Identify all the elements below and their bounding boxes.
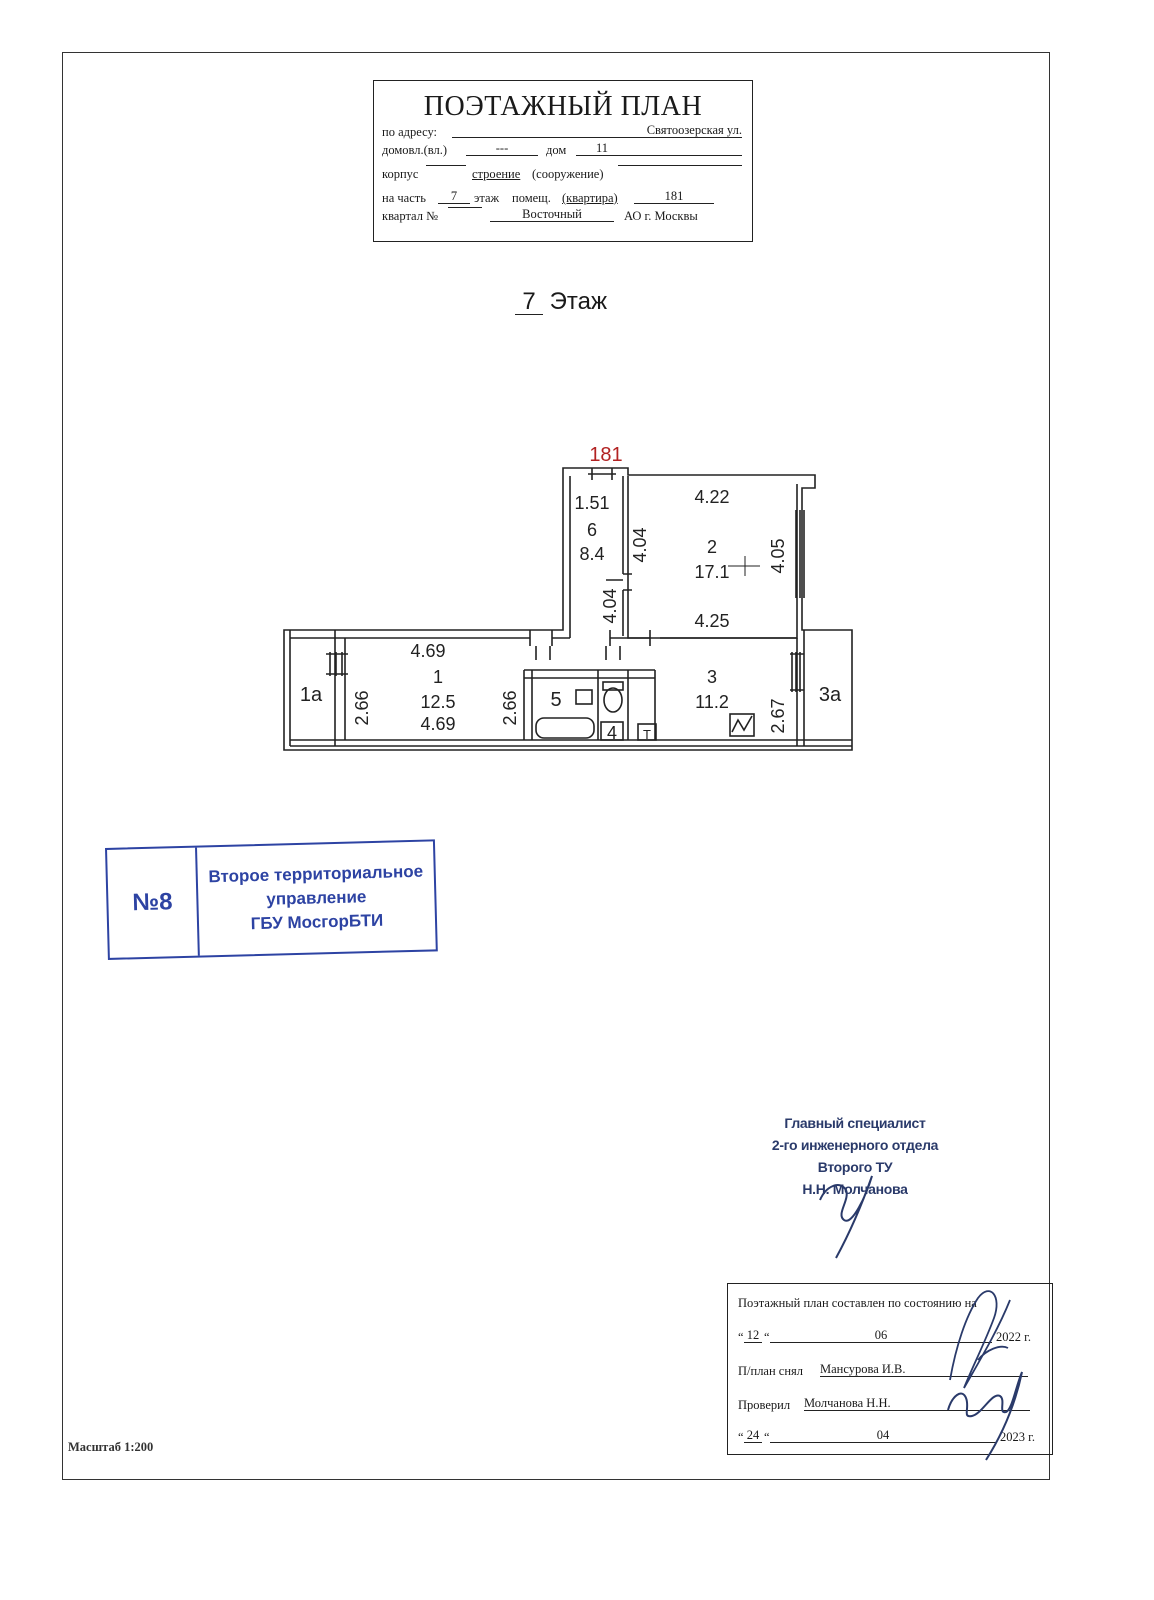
date1-day: 12	[744, 1328, 762, 1343]
kvartal-label: квартал №	[382, 209, 439, 223]
dim-r6-length: 4.04	[600, 588, 620, 624]
room-2-area: 17.1	[694, 562, 730, 582]
floor-heading-word: Этаж	[549, 288, 608, 315]
date1-month: 06	[770, 1328, 992, 1343]
scale-label: Масштаб 1:200	[68, 1440, 154, 1454]
document-title: ПОЭТАЖНЫЙ ПЛАН	[423, 91, 703, 122]
dim-r3-right: 2.67	[768, 698, 788, 734]
dim-r1-right: 2.66	[500, 690, 520, 726]
room-5-number: 5	[550, 689, 562, 711]
dom-value: 11	[576, 141, 742, 156]
floor-heading-number: 7	[515, 290, 543, 315]
floor-word: этаж	[474, 191, 500, 205]
status-intro: Поэтажный план составлен по состоянию на	[738, 1296, 977, 1310]
checked-person: Молчанова Н.Н.	[804, 1396, 1030, 1411]
stamp-line-3: ГБУ МосгорБТИ	[250, 910, 384, 934]
apartment-value: 181	[634, 189, 714, 204]
room-3-number: 3	[706, 667, 718, 687]
sooruzhenie-label: (сооружение)	[532, 167, 604, 181]
signer-line-2: 2-го инженерного отдела	[771, 1137, 939, 1153]
signer-stamp	[760, 1112, 950, 1200]
stamp-line-1: Второе территориальное	[208, 861, 424, 887]
room-6-area: 8.4	[579, 544, 605, 564]
dom-label: дом	[546, 143, 567, 157]
date1-open-quote: “	[738, 1330, 744, 1344]
address-label: по адресу:	[382, 125, 438, 139]
date2-open-quote: “	[738, 1430, 744, 1444]
domovl-label: домовл.(вл.)	[382, 143, 448, 157]
signer-line-4: Н.Н. Молчанова	[802, 1181, 908, 1197]
floor-value: 7	[438, 189, 470, 204]
status-block	[727, 1283, 1053, 1455]
dim-r1-top: 4.69	[410, 641, 446, 661]
stroenie-label: строение	[472, 167, 521, 181]
city-label: АО г. Москвы	[624, 209, 698, 223]
date2-month: 04	[770, 1428, 996, 1443]
date2-year: 2023 г.	[1000, 1430, 1035, 1444]
date2-close-quote: “	[764, 1430, 770, 1444]
date2-day: 24	[744, 1428, 762, 1443]
dim-r2-top: 4.22	[694, 487, 730, 507]
apartment-number: 181	[589, 444, 623, 466]
dim-r6-length-inner: 4.04	[630, 527, 650, 563]
signer-line-1: Главный специалист	[784, 1115, 926, 1131]
kvartira-label: (квартира)	[562, 191, 618, 205]
district-value: Восточный	[490, 207, 614, 222]
room-6-number: 6	[586, 520, 598, 540]
korpus-label: корпус	[382, 167, 419, 181]
room-2-number: 2	[706, 537, 718, 557]
room-1-number: 1	[432, 667, 444, 687]
date1-year: 2022 г.	[996, 1330, 1031, 1344]
room-1a-number: 1а	[299, 684, 323, 706]
stamp-number: №8	[107, 848, 200, 958]
stamp-line-2: управление	[266, 887, 367, 909]
dim-r6-width: 1.51	[574, 493, 610, 513]
room-4-number: 4	[606, 723, 618, 743]
dim-r1-left: 2.66	[352, 690, 372, 726]
plan-label: П/план снял	[738, 1364, 804, 1378]
signer-line-3: Второго ТУ	[817, 1159, 893, 1175]
date1-close-quote: “	[764, 1330, 770, 1344]
pomesch-label: помещ.	[512, 191, 551, 205]
plan-person: Мансурова И.В.	[820, 1362, 1028, 1377]
dim-r1-bottom: 4.69	[420, 714, 456, 734]
room-3-area: 11.2	[695, 692, 729, 712]
bti-stamp	[105, 839, 438, 960]
dim-r2-bottom: 4.25	[694, 611, 730, 631]
box-t-label: T	[643, 727, 651, 742]
domovl-value: ---	[466, 141, 538, 156]
room-3a-number: 3а	[818, 684, 842, 706]
part-label: на часть	[382, 191, 426, 205]
address-value: Святоозерская ул.	[452, 123, 742, 138]
room-1-area: 12.5	[420, 692, 456, 712]
dim-r2-right: 4.05	[768, 538, 788, 574]
checked-label: Проверил	[738, 1398, 791, 1412]
